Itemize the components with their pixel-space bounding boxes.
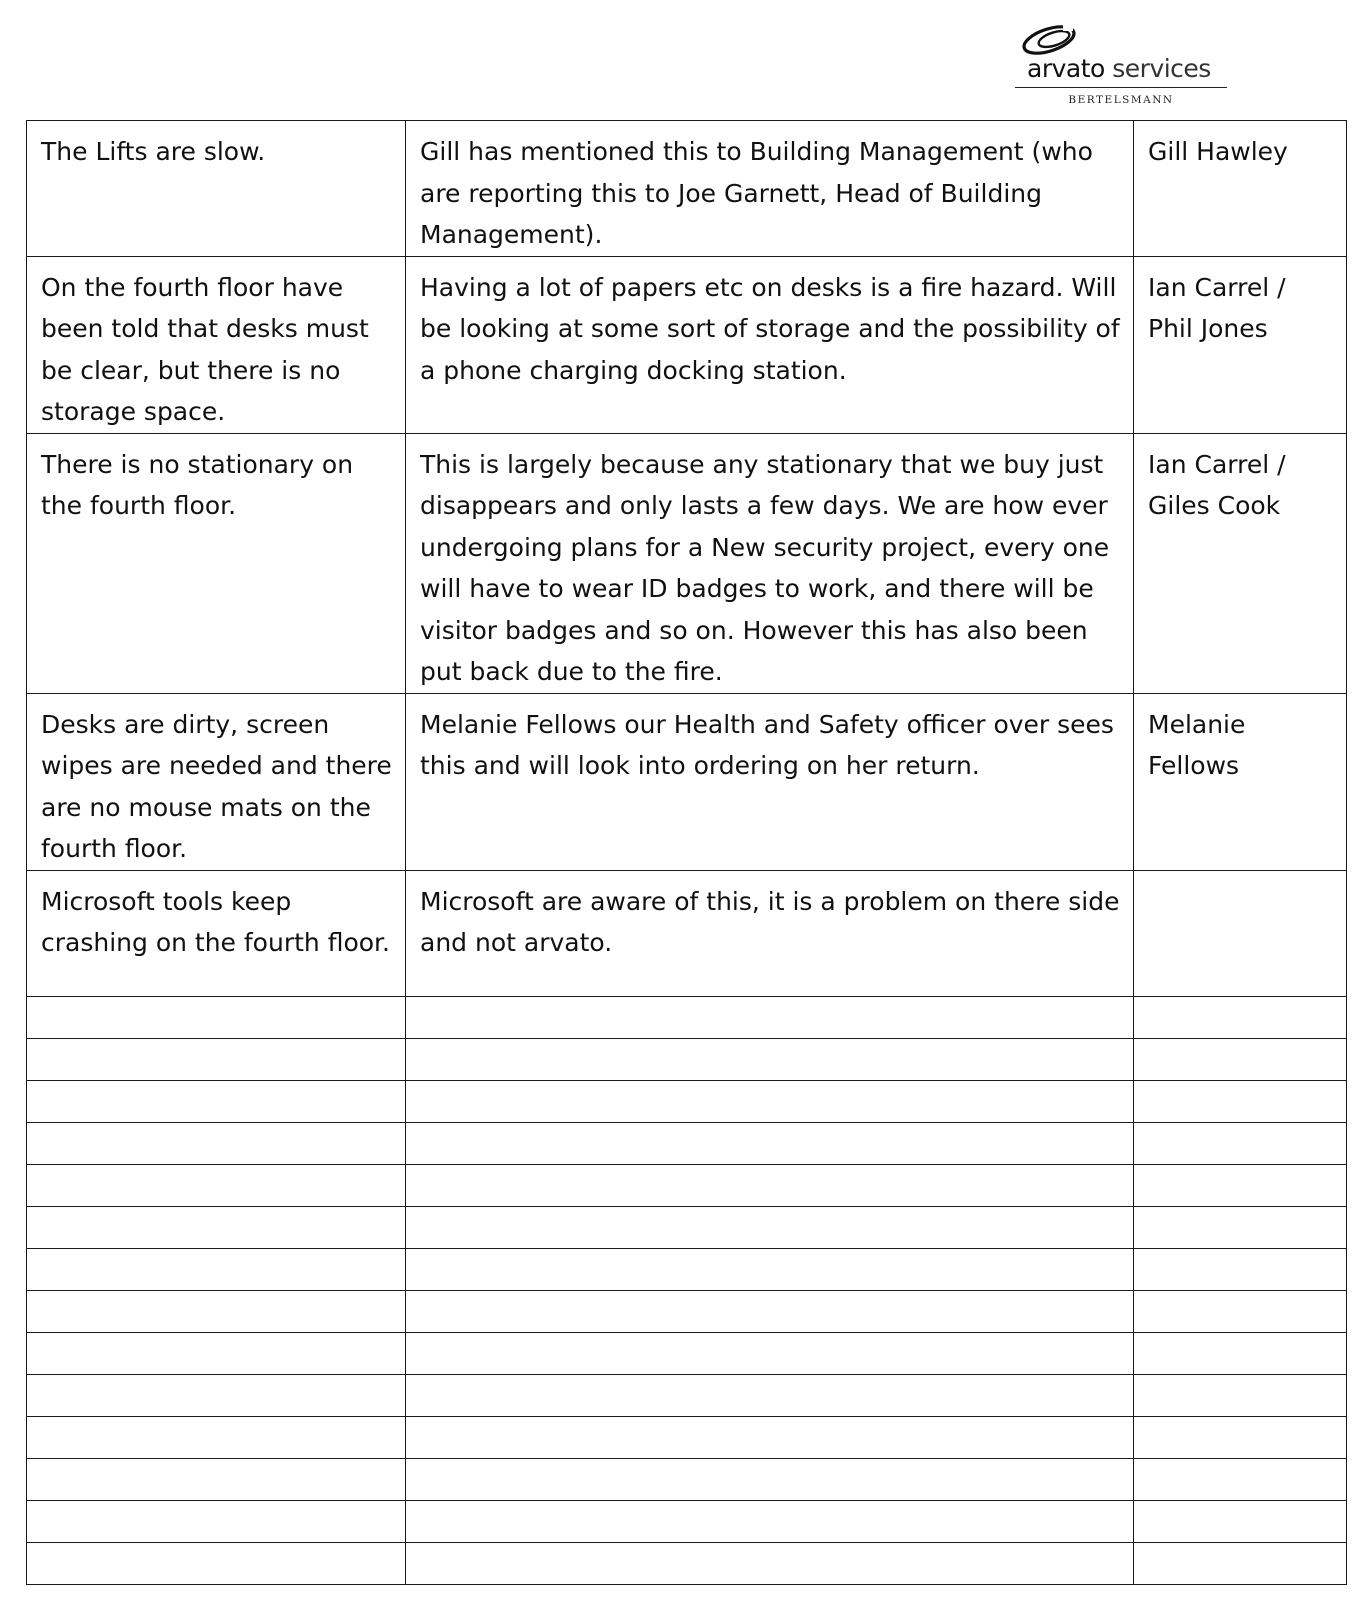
empty-cell [1134,1080,1347,1122]
response-cell: Gill has mentioned this to Building Management (who are reporting this to Joe Garnett, Head of Building Management). [406,121,1134,257]
empty-cell [27,1374,406,1416]
empty-cell [1134,1416,1347,1458]
action-table [26,120,1347,1585]
empty-cell [406,1458,1134,1500]
empty-cell [27,1248,406,1290]
empty-cell [1134,1458,1347,1500]
empty-cell [27,1122,406,1164]
empty-cell [406,1080,1134,1122]
empty-cell [1134,1290,1347,1332]
issue-cell: There is no stationary on the fourth floor. [27,433,406,693]
empty-cell [27,1038,406,1080]
owner-cell: Ian Carrel / Giles Cook [1134,433,1347,693]
empty-cell [27,1542,406,1584]
owner-cell [1134,870,1347,996]
empty-table-row [27,1164,1347,1206]
empty-cell [406,1416,1134,1458]
empty-cell [1134,1500,1347,1542]
issue-cell: On the fourth floor have been told that desks must be clear, but there is no storage space. [27,256,406,433]
empty-table-row [27,1038,1347,1080]
empty-cell [1134,996,1347,1038]
empty-table-row [27,1206,1347,1248]
empty-table-row [27,996,1347,1038]
empty-table-row [27,1500,1347,1542]
empty-cell [406,1122,1134,1164]
empty-cell [27,996,406,1038]
empty-cell [27,1416,406,1458]
empty-cell [406,1332,1134,1374]
empty-table-row [27,1332,1347,1374]
empty-cell [1134,1332,1347,1374]
logo-wordmark-bold: arvato [1027,54,1105,83]
empty-table-row [27,1122,1347,1164]
empty-table-row [27,1080,1347,1122]
table-row [27,256,1347,433]
issue-cell: The Lifts are slow. [27,121,406,257]
table-row [27,693,1347,870]
issue-cell: Microsoft tools keep crashing on the fourth floor. [27,870,406,996]
response-cell: Microsoft are aware of this, it is a problem on there side and not arvato. [406,870,1134,996]
empty-cell [406,1038,1134,1080]
empty-cell [1134,1206,1347,1248]
empty-cell [1134,1374,1347,1416]
empty-cell [27,1332,406,1374]
response-cell: Having a lot of papers etc on desks is a fire hazard. Will be looking at some sort of storage and the possibility of a phone charging docking station. [406,256,1134,433]
empty-cell [27,1458,406,1500]
logo-subtitle: BERTELSMANN [1068,94,1174,106]
empty-cell [406,1164,1134,1206]
empty-table-row [27,1374,1347,1416]
empty-cell [27,1290,406,1332]
owner-cell: Melanie Fellows [1134,693,1347,870]
empty-cell [406,1248,1134,1290]
empty-table-row [27,1458,1347,1500]
empty-cell [406,1374,1134,1416]
table-row [27,870,1347,996]
empty-cell [406,996,1134,1038]
empty-cell [1134,1164,1347,1206]
table-row [27,433,1347,693]
logo-wordmark-light: services [1104,54,1211,83]
empty-table-row [27,1542,1347,1584]
empty-cell [406,1500,1134,1542]
arvato-services-logo [1015,18,1225,112]
empty-cell [27,1164,406,1206]
empty-cell [406,1206,1134,1248]
logo-divider [1015,87,1227,88]
empty-cell [1134,1038,1347,1080]
empty-table-row [27,1248,1347,1290]
logo-wordmark [1027,54,1211,83]
empty-table-row [27,1416,1347,1458]
empty-cell [27,1500,406,1542]
empty-cell [1134,1542,1347,1584]
empty-cell [27,1080,406,1122]
table-row [27,121,1347,257]
empty-cell [1134,1248,1347,1290]
response-cell: Melanie Fellows our Health and Safety officer over sees this and will look into ordering on her return. [406,693,1134,870]
empty-table-row [27,1290,1347,1332]
owner-cell: Ian Carrel / Phil Jones [1134,256,1347,433]
empty-cell [406,1290,1134,1332]
owner-cell: Gill Hawley [1134,121,1347,257]
empty-cell [27,1206,406,1248]
empty-cell [406,1542,1134,1584]
empty-cell [1134,1122,1347,1164]
issue-cell: Desks are dirty, screen wipes are needed and there are no mouse mats on the fourth floor. [27,693,406,870]
response-cell: This is largely because any stationary that we buy just disappears and only lasts a few days. We are how ever undergoing plans for a New security project, every one will have to wear ID badges to work, and there will be visitor badges and so on. However this has also been put back due to the fire. [406,433,1134,693]
